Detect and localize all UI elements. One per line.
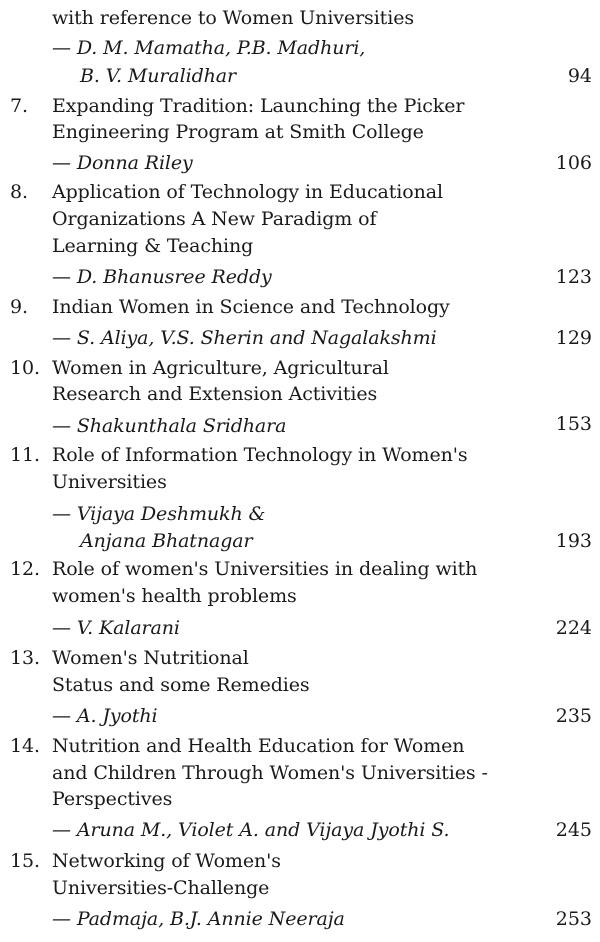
entry-title: Nutrition and Health Education for Women	[52, 735, 465, 757]
entry-page-number: 129	[555, 327, 592, 349]
entry-page-number: 106	[555, 152, 592, 174]
entry-title: Application of Technology in Educational	[52, 181, 443, 203]
entry-number: 12.	[10, 558, 40, 580]
entry-author: — Vijaya Deshmukh &	[52, 503, 266, 525]
entry-title: Women in Agriculture, Agricultural	[52, 357, 389, 379]
entry-number: 10.	[10, 357, 40, 379]
entry-title: Research and Extension Activities	[52, 383, 378, 405]
entry-title: Women's Nutritional	[52, 647, 249, 669]
entry-title: Universities-Challenge	[52, 877, 270, 899]
entry-author: — Padmaja, B.J. Annie Neeraja	[52, 908, 345, 930]
entry-page-number: 245	[555, 819, 592, 841]
entry-title: Networking of Women's	[52, 850, 281, 872]
entry-number: 13.	[10, 647, 40, 669]
entry-number: 9.	[10, 296, 28, 318]
entry-title: women's health problems	[52, 585, 297, 607]
entry-author: — V. Kalarani	[52, 617, 180, 639]
entry-title: Expanding Tradition: Launching the Picker	[52, 95, 465, 117]
entry-author: B. V. Muralidhar	[80, 65, 236, 87]
entry-title: Indian Women in Science and Technology	[52, 296, 450, 318]
entry-number: 7.	[10, 95, 28, 117]
entry-page-number: 153	[555, 413, 592, 435]
entry-page-number: 193	[555, 530, 592, 552]
entry-author: Anjana Bhatnagar	[80, 530, 253, 552]
entry-title: Universities	[52, 471, 167, 493]
entry-author: — A. Jyothi	[52, 705, 158, 727]
entry-title: Perspectives	[52, 788, 173, 810]
entry-title: with reference to Women Universities	[52, 7, 414, 29]
entry-title: Role of Information Technology in Women's	[52, 444, 468, 466]
entry-author: — S. Aliya, V.S. Sherin and Nagalakshmi	[52, 327, 437, 349]
entry-title: Status and some Remedies	[52, 674, 310, 696]
entry-page-number: 224	[555, 617, 592, 639]
entry-title: and Children Through Women's Universities -	[52, 762, 488, 784]
entry-page-number: 94	[567, 65, 592, 87]
entry-page-number: 235	[555, 705, 592, 727]
entry-title: Role of women's Universities in dealing with	[52, 558, 478, 580]
entry-title: Learning & Teaching	[52, 235, 254, 257]
entry-number: 15.	[10, 850, 40, 872]
entry-author: — Aruna M., Violet A. and Vijaya Jyothi S.	[52, 819, 450, 841]
entry-number: 14.	[10, 735, 40, 757]
entry-author: — D. M. Mamatha, P.B. Madhuri,	[52, 37, 366, 59]
entry-author: — Shakunthala Sridhara	[52, 415, 287, 437]
entry-number: 8.	[10, 181, 28, 203]
entry-number: 11.	[10, 444, 40, 466]
entry-title: Organizations A New Paradigm of	[52, 208, 377, 230]
entry-page-number: 123	[555, 266, 592, 288]
entry-title: Engineering Program at Smith College	[52, 121, 424, 143]
entry-page-number: 253	[555, 908, 592, 930]
entry-author: — Donna Riley	[52, 152, 193, 174]
entry-author: — D. Bhanusree Reddy	[52, 266, 272, 288]
